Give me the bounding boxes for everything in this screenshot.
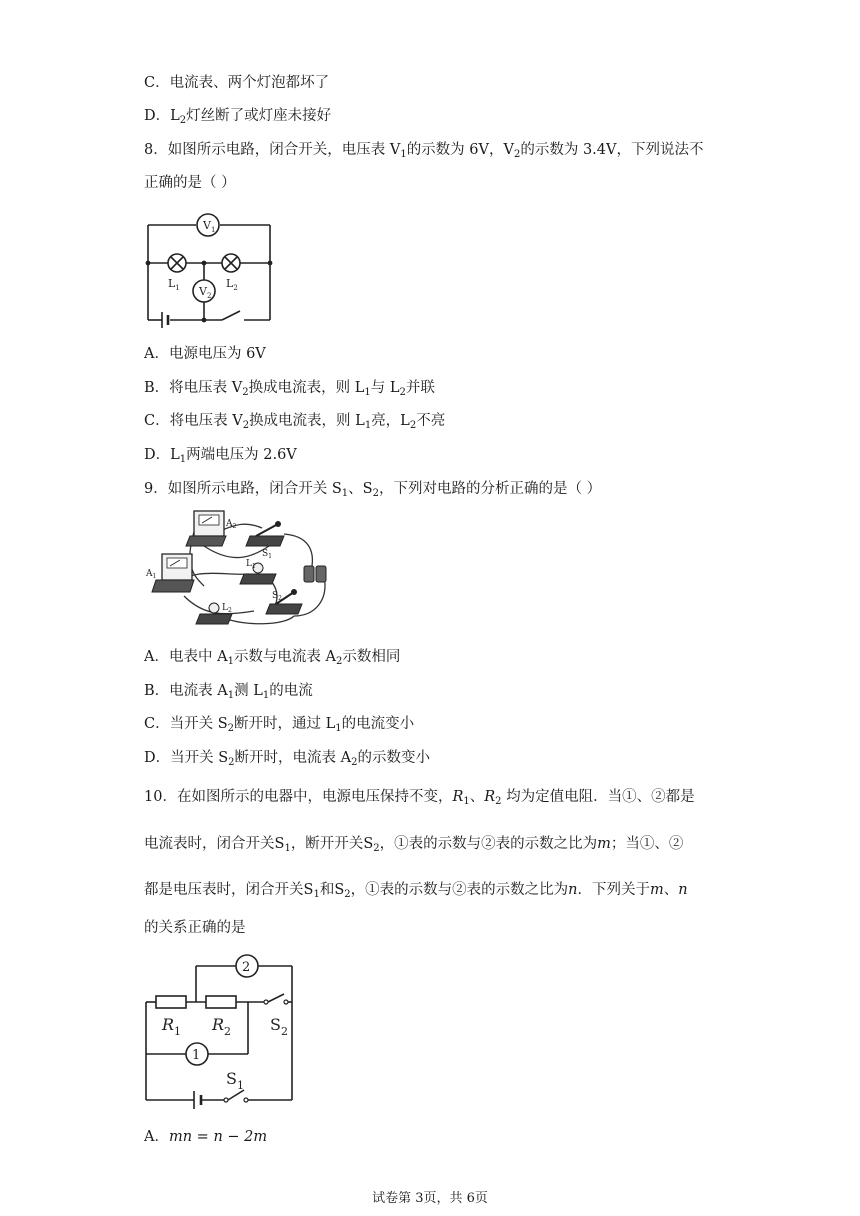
q9-b-b: 测 L [234,683,263,699]
q10-l2-s2: S [363,836,374,852]
q10-l1-c: 均为定值电阻．当①、②都是 [501,789,695,805]
q8-c-s3: 2 [409,420,417,431]
q8-b-s1: 2 [242,387,249,398]
q10-circuit-figure [140,952,300,1112]
q10-l2-s1: S [274,836,285,852]
q10-l1-r1s: 1 [463,796,470,807]
q10-l1-r2: R [484,789,496,805]
q9-c-c: 的电流变小 [341,716,415,732]
q9-a-s1: 1 [227,656,234,667]
q10-l3-a: 都是电压表时，闭合开关 [144,882,304,898]
q9-a-s2: 2 [336,656,343,667]
q9-c-a: C．当开关 S [144,716,228,732]
q9-option-b [144,681,313,706]
q8-fig-v1: $V_1$ [203,219,216,234]
q8-fig-l2: $L_2$ [226,277,238,292]
q9-d-a: D．当开关 S [144,750,229,766]
q10-l4-text: 的关系正确的是 [144,920,246,936]
q9-b-s2: 1 [262,690,270,701]
q9-stem-a: 9．如图所示电路，闭合开关 S [144,481,342,497]
q8-stem2-text: 正确的是（ ） [144,175,236,191]
q10-fig-meter2: 2 [242,960,251,975]
q7-option-c [144,73,329,93]
q10-a-expr: mn = n − 2m [168,1129,268,1145]
q8-c-c: 亮，L [371,413,410,429]
q9-stem-s2: 2 [372,488,379,499]
q10-l3-s1s: 1 [313,889,320,900]
q8-option-b [144,378,435,403]
q8-option-c [144,411,445,436]
q9-a-c: 示数相同 [342,649,401,665]
q10-l2-b: ，断开开关 [290,836,364,852]
q8-c-s2: 1 [364,420,372,431]
q9-stem-s1: 1 [341,488,349,499]
q10-l2-d: ；当①、② [610,836,684,852]
q9-d-b: 断开时，电流表 A [234,750,352,766]
q10-l2-m: m [597,836,611,852]
q7-d-b: 灯丝断了或灯座未接好 [186,108,332,124]
q9-c-s1: 2 [227,723,235,734]
q8-c-a: C．将电压表 V [144,413,243,429]
q10-l3-e: 、 [663,882,679,898]
q8-c-b: 换成电流表，则 L [249,413,365,429]
q9-fig-a1: $A_1$ [146,569,157,580]
q7-option-c-text: C．电流表、两个灯泡都坏了 [144,75,330,91]
q9-a-a: A．电表中 A [144,649,228,665]
q9-stem-b: 、S [348,481,373,497]
q10-l2-c: ，①表的示数与②表的示数之比为 [379,836,598,852]
q10-option-a [144,1127,267,1147]
q8-b-s2: 1 [364,387,371,398]
q9-c-s2: 1 [335,723,342,734]
q10-a-label: A． [144,1129,169,1145]
q7-d-a: D．L [144,108,180,124]
q8-option-a [144,344,266,364]
q8-b-c: 与 L [370,380,400,396]
q7-d-sub: 2 [179,115,187,126]
q8-d-s1: 1 [179,454,187,465]
q10-l3-b: 和 [319,882,335,898]
q8-d-b: 两端电压为 2.6V [186,447,297,463]
q9-apparatus-figure [144,506,344,636]
q8-s1b: 的示数为 6V，V [406,142,514,158]
q8-s1a: 8．如图所示电路，闭合开关，电压表 V [144,142,401,158]
q8-circuit-figure [140,205,280,330]
q10-l2-a: 电流表时，闭合开关 [144,836,275,852]
q9-stem-c: ，下列对电路的分析正确的是（ ） [378,481,602,497]
q8-b-b: 换成电流表，则 L [248,380,365,396]
q9-option-a [144,647,400,672]
q8-b-d: 并联 [405,380,435,396]
q8-a-text: A．电源电压为 6V [144,346,266,362]
q10-l3-s2: S [334,882,345,898]
q10-l1-a: 10．在如图所示的电器中，电源电压保持不变， [144,789,453,805]
q9-fig-l2: $L_2$ [222,603,232,614]
q10-fig-r1: $R_1$ [162,1015,182,1038]
q10-l1-b: 、 [469,789,485,805]
q9-stem [144,479,601,504]
q10-stem-line3 [144,880,688,905]
q9-fig-a2: $A_2$ [226,519,237,530]
q7-option-d [144,106,331,131]
q9-fig-s2: $S_2$ [272,591,282,602]
q10-l1-r2s: 2 [495,796,502,807]
q8-s1c: 的示数为 3.4V，下列说法不 [520,142,704,158]
q10-l3-d: ．下列关于 [577,882,650,898]
q8-stem-line2 [144,173,236,193]
q9-b-s1: 1 [227,690,235,701]
q8-fig-l1: $L_1$ [168,277,180,292]
ammeter-a2-icon [186,511,226,546]
q8-b-s3: 2 [399,387,406,398]
q10-l2-s2s: 2 [373,843,380,854]
q10-l2-s1s: 1 [284,843,291,854]
q10-l1-r1: R [452,789,464,805]
q10-l3-n2: n [678,882,688,898]
q8-fig-v2: $V_2$ [199,285,212,300]
q10-fig-s1: $S_1$ [226,1069,244,1092]
q8-option-d [144,445,297,470]
q8-c-d: 不亮 [416,413,446,429]
ammeter-a1-icon [152,554,194,592]
q9-d-c: 的示数变小 [357,750,431,766]
battery-icon [304,566,326,582]
q10-stem-line4 [144,918,246,938]
q9-fig-l1: $L_1$ [246,559,256,570]
q10-l3-c: ，①表的示数与②表的示数之比为 [350,882,569,898]
q10-fig-s2: $S_2$ [270,1015,288,1038]
q8-d-a: D．L [144,447,180,463]
q10-fig-meter1: 1 [192,1048,201,1063]
q10-l3-m: m [649,882,664,898]
page-footer: 试卷第 3页，共 6页 [372,1191,488,1206]
q10-l3-s2s: 2 [344,889,351,900]
q10-stem-line1 [144,787,695,812]
q9-a-b: 示数与电流表 A [233,649,337,665]
q8-s1s2: 2 [513,149,521,160]
q9-b-c: 的电流 [269,683,313,699]
q8-c-s1: 2 [242,420,250,431]
q9-d-s2: 2 [351,757,358,768]
q9-fig-s1: $S_1$ [262,549,272,560]
q9-b-a: B．电流表 A [144,683,228,699]
q8-b-a: B．将电压表 V [144,380,243,396]
q10-l3-n: n [568,882,578,898]
q9-c-b: 断开时，通过 L [234,716,336,732]
q10-l3-s1: S [303,882,314,898]
q10-stem-line2 [144,834,683,859]
q9-d-s1: 2 [228,757,235,768]
q10-fig-r2: $R_2$ [212,1015,232,1038]
q8-s1s1: 1 [400,149,407,160]
q9-option-c [144,714,414,739]
q8-stem-line1 [144,140,703,165]
q9-option-d [144,748,430,773]
